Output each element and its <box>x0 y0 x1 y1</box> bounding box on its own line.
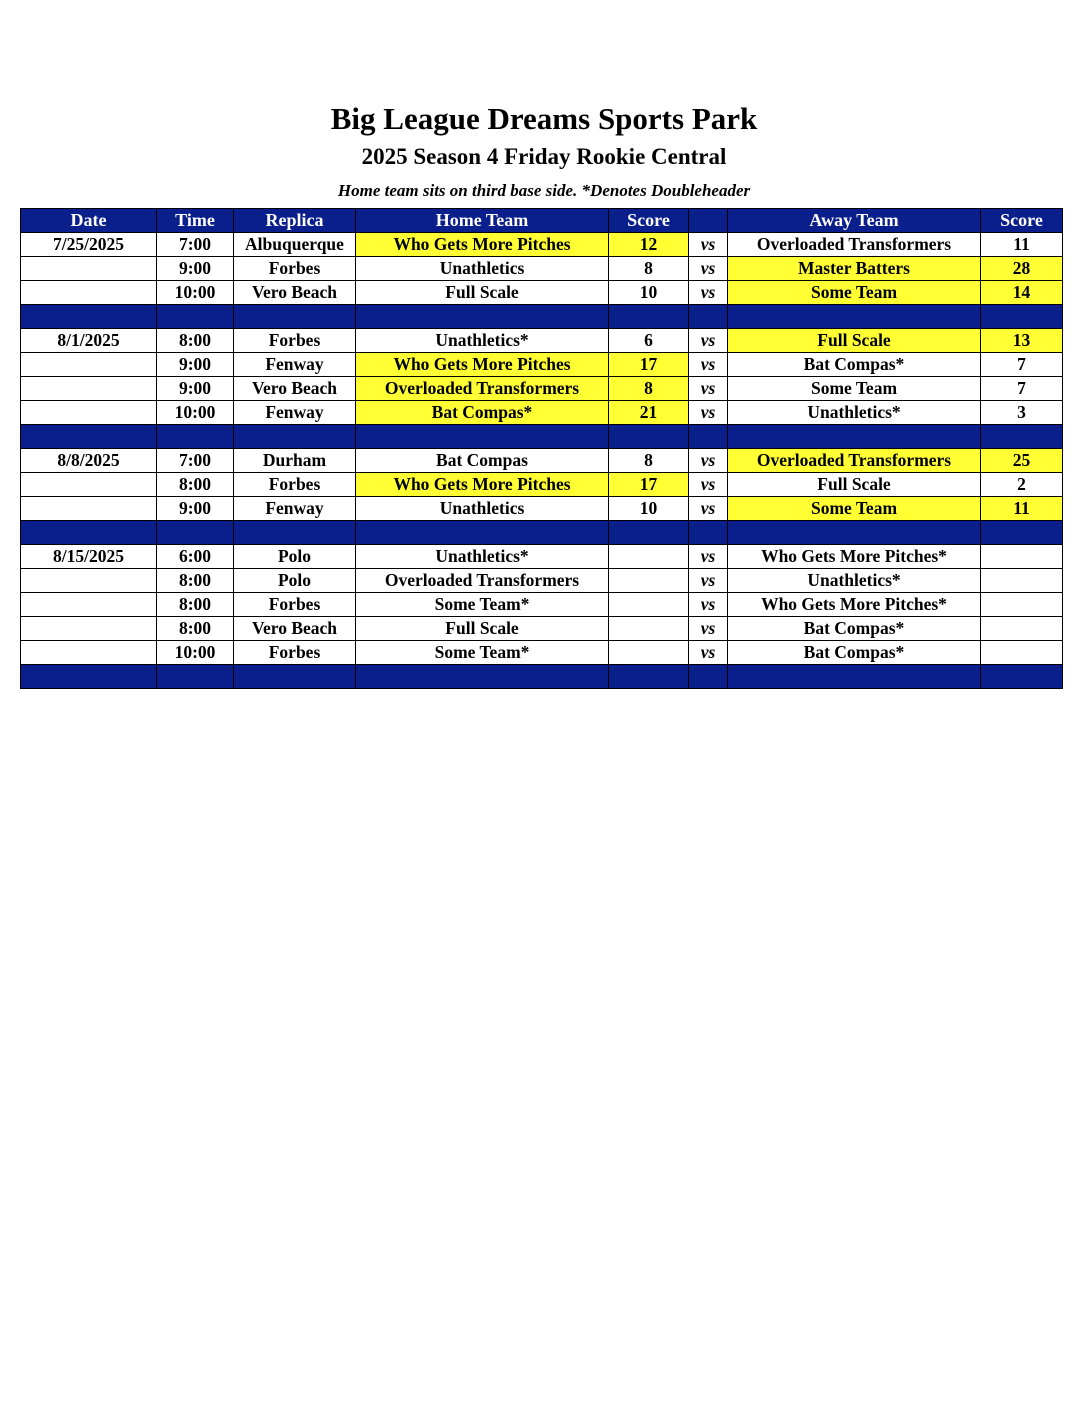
separator-row <box>21 425 1063 449</box>
vs-label: vs <box>689 473 728 497</box>
away-score: 28 <box>981 257 1063 281</box>
separator-cell <box>21 425 157 449</box>
game-time: 9:00 <box>157 497 234 521</box>
game-date: 8/1/2025 <box>21 329 157 353</box>
away-team: Bat Compas* <box>728 641 981 665</box>
separator-cell <box>689 305 728 329</box>
game-date <box>21 353 157 377</box>
replica-field: Durham <box>234 449 356 473</box>
doubleheader-note: Home team sits on third base side. *Denotes Doubleheader <box>337 181 751 200</box>
separator-cell <box>689 425 728 449</box>
away-score: 25 <box>981 449 1063 473</box>
vs-label: vs <box>689 401 728 425</box>
separator-cell <box>609 425 689 449</box>
replica-field: Forbes <box>234 329 356 353</box>
separator-cell <box>981 425 1063 449</box>
separator-cell <box>981 521 1063 545</box>
home-team: Unathletics <box>356 497 609 521</box>
separator-cell <box>356 305 609 329</box>
schedule-table <box>20 208 1063 689</box>
game-date <box>21 473 157 497</box>
home-team: Bat Compas <box>356 449 609 473</box>
home-score: 17 <box>609 353 689 377</box>
separator-cell <box>689 665 728 689</box>
home-score <box>609 593 689 617</box>
game-date: 7/25/2025 <box>21 233 157 257</box>
header-home-score: Score <box>609 209 689 233</box>
home-score <box>609 617 689 641</box>
table-row <box>21 593 1063 617</box>
replica-field: Vero Beach <box>234 281 356 305</box>
away-score <box>981 617 1063 641</box>
header-away-team: Away Team <box>728 209 981 233</box>
game-time: 8:00 <box>157 593 234 617</box>
table-row <box>21 449 1063 473</box>
separator-cell <box>157 305 234 329</box>
table-row <box>21 257 1063 281</box>
table-row <box>21 641 1063 665</box>
vs-label: vs <box>689 593 728 617</box>
header-away-score: Score <box>981 209 1063 233</box>
separator-cell <box>21 521 157 545</box>
replica-field: Vero Beach <box>234 377 356 401</box>
separator-cell <box>234 425 356 449</box>
game-date <box>21 569 157 593</box>
table-row <box>21 473 1063 497</box>
home-score: 8 <box>609 377 689 401</box>
home-score <box>609 641 689 665</box>
vs-label: vs <box>689 617 728 641</box>
away-team: Some Team <box>728 377 981 401</box>
away-score <box>981 593 1063 617</box>
away-team: Full Scale <box>728 473 981 497</box>
game-time: 8:00 <box>157 569 234 593</box>
away-score: 7 <box>981 353 1063 377</box>
away-score: 13 <box>981 329 1063 353</box>
schedule-body <box>21 233 1063 689</box>
vs-label: vs <box>689 353 728 377</box>
game-time: 8:00 <box>157 329 234 353</box>
game-date <box>21 497 157 521</box>
home-score: 17 <box>609 473 689 497</box>
page-subtitle: 2025 Season 4 Friday Rookie Central <box>361 144 727 169</box>
separator-cell <box>728 425 981 449</box>
replica-field: Forbes <box>234 593 356 617</box>
away-score <box>981 641 1063 665</box>
home-team: Full Scale <box>356 617 609 641</box>
home-team: Who Gets More Pitches <box>356 353 609 377</box>
game-date <box>21 641 157 665</box>
separator-cell <box>234 665 356 689</box>
away-team: Overloaded Transformers <box>728 233 981 257</box>
replica-field: Polo <box>234 545 356 569</box>
table-row <box>21 329 1063 353</box>
vs-label: vs <box>689 449 728 473</box>
header-replica: Replica <box>234 209 356 233</box>
vs-label: vs <box>689 497 728 521</box>
game-date <box>21 617 157 641</box>
separator-cell <box>609 305 689 329</box>
game-date <box>21 377 157 401</box>
separator-cell <box>234 305 356 329</box>
game-time: 8:00 <box>157 473 234 497</box>
game-time: 9:00 <box>157 377 234 401</box>
header-home-team: Home Team <box>356 209 609 233</box>
away-team: Full Scale <box>728 329 981 353</box>
away-team: Unathletics* <box>728 569 981 593</box>
away-score: 3 <box>981 401 1063 425</box>
separator-row <box>21 521 1063 545</box>
game-time: 9:00 <box>157 353 234 377</box>
away-team: Unathletics* <box>728 401 981 425</box>
separator-cell <box>21 305 157 329</box>
replica-field: Fenway <box>234 401 356 425</box>
replica-field: Albuquerque <box>234 233 356 257</box>
separator-cell <box>157 425 234 449</box>
vs-label: vs <box>689 281 728 305</box>
vs-label: vs <box>689 545 728 569</box>
separator-cell <box>21 665 157 689</box>
home-score <box>609 545 689 569</box>
away-team: Who Gets More Pitches* <box>728 545 981 569</box>
home-team: Overloaded Transformers <box>356 569 609 593</box>
home-team: Who Gets More Pitches <box>356 233 609 257</box>
away-score <box>981 569 1063 593</box>
game-date <box>21 281 157 305</box>
separator-cell <box>356 425 609 449</box>
vs-label: vs <box>689 569 728 593</box>
separator-cell <box>981 665 1063 689</box>
home-team: Unathletics* <box>356 545 609 569</box>
table-row <box>21 233 1063 257</box>
game-date <box>21 401 157 425</box>
vs-label: vs <box>689 329 728 353</box>
separator-cell <box>728 305 981 329</box>
home-score: 21 <box>609 401 689 425</box>
game-date: 8/15/2025 <box>21 545 157 569</box>
home-team: Unathletics <box>356 257 609 281</box>
game-time: 8:00 <box>157 617 234 641</box>
separator-cell <box>609 665 689 689</box>
game-date: 8/8/2025 <box>21 449 157 473</box>
away-score: 2 <box>981 473 1063 497</box>
header-time: Time <box>157 209 234 233</box>
replica-field: Forbes <box>234 641 356 665</box>
replica-field: Forbes <box>234 257 356 281</box>
table-row <box>21 497 1063 521</box>
home-score: 12 <box>609 233 689 257</box>
page-title: Big League Dreams Sports Park <box>330 101 758 136</box>
game-time: 10:00 <box>157 281 234 305</box>
game-time: 7:00 <box>157 233 234 257</box>
table-row <box>21 617 1063 641</box>
replica-field: Fenway <box>234 353 356 377</box>
separator-cell <box>157 521 234 545</box>
vs-label: vs <box>689 257 728 281</box>
away-score: 7 <box>981 377 1063 401</box>
table-row <box>21 569 1063 593</box>
home-score <box>609 569 689 593</box>
home-score: 10 <box>609 497 689 521</box>
vs-label: vs <box>689 233 728 257</box>
away-team: Bat Compas* <box>728 617 981 641</box>
game-time: 7:00 <box>157 449 234 473</box>
separator-cell <box>356 521 609 545</box>
home-score: 8 <box>609 449 689 473</box>
away-score: 11 <box>981 497 1063 521</box>
game-date <box>21 593 157 617</box>
table-row <box>21 281 1063 305</box>
home-team: Who Gets More Pitches <box>356 473 609 497</box>
separator-row <box>21 305 1063 329</box>
separator-cell <box>234 521 356 545</box>
separator-row <box>21 665 1063 689</box>
home-score: 8 <box>609 257 689 281</box>
vs-label: vs <box>689 641 728 665</box>
home-team: Bat Compas* <box>356 401 609 425</box>
away-team: Some Team <box>728 497 981 521</box>
away-score: 14 <box>981 281 1063 305</box>
home-score: 10 <box>609 281 689 305</box>
game-time: 10:00 <box>157 401 234 425</box>
header-vs <box>689 209 728 233</box>
game-date <box>21 257 157 281</box>
home-team: Unathletics* <box>356 329 609 353</box>
table-row <box>21 545 1063 569</box>
table-row <box>21 377 1063 401</box>
game-time: 6:00 <box>157 545 234 569</box>
separator-cell <box>609 521 689 545</box>
table-row <box>21 401 1063 425</box>
game-time: 10:00 <box>157 641 234 665</box>
header-row <box>21 209 1063 233</box>
away-team: Bat Compas* <box>728 353 981 377</box>
separator-cell <box>728 665 981 689</box>
replica-field: Polo <box>234 569 356 593</box>
separator-cell <box>356 665 609 689</box>
away-team: Some Team <box>728 281 981 305</box>
table-row <box>21 353 1063 377</box>
replica-field: Forbes <box>234 473 356 497</box>
game-time: 9:00 <box>157 257 234 281</box>
home-team: Full Scale <box>356 281 609 305</box>
replica-field: Fenway <box>234 497 356 521</box>
home-team: Some Team* <box>356 641 609 665</box>
away-score: 11 <box>981 233 1063 257</box>
home-team: Some Team* <box>356 593 609 617</box>
home-team: Overloaded Transformers <box>356 377 609 401</box>
separator-cell <box>728 521 981 545</box>
away-team: Master Batters <box>728 257 981 281</box>
away-score <box>981 545 1063 569</box>
separator-cell <box>689 521 728 545</box>
separator-cell <box>981 305 1063 329</box>
replica-field: Vero Beach <box>234 617 356 641</box>
away-team: Who Gets More Pitches* <box>728 593 981 617</box>
header-date: Date <box>21 209 157 233</box>
home-score: 6 <box>609 329 689 353</box>
vs-label: vs <box>689 377 728 401</box>
away-team: Overloaded Transformers <box>728 449 981 473</box>
separator-cell <box>157 665 234 689</box>
